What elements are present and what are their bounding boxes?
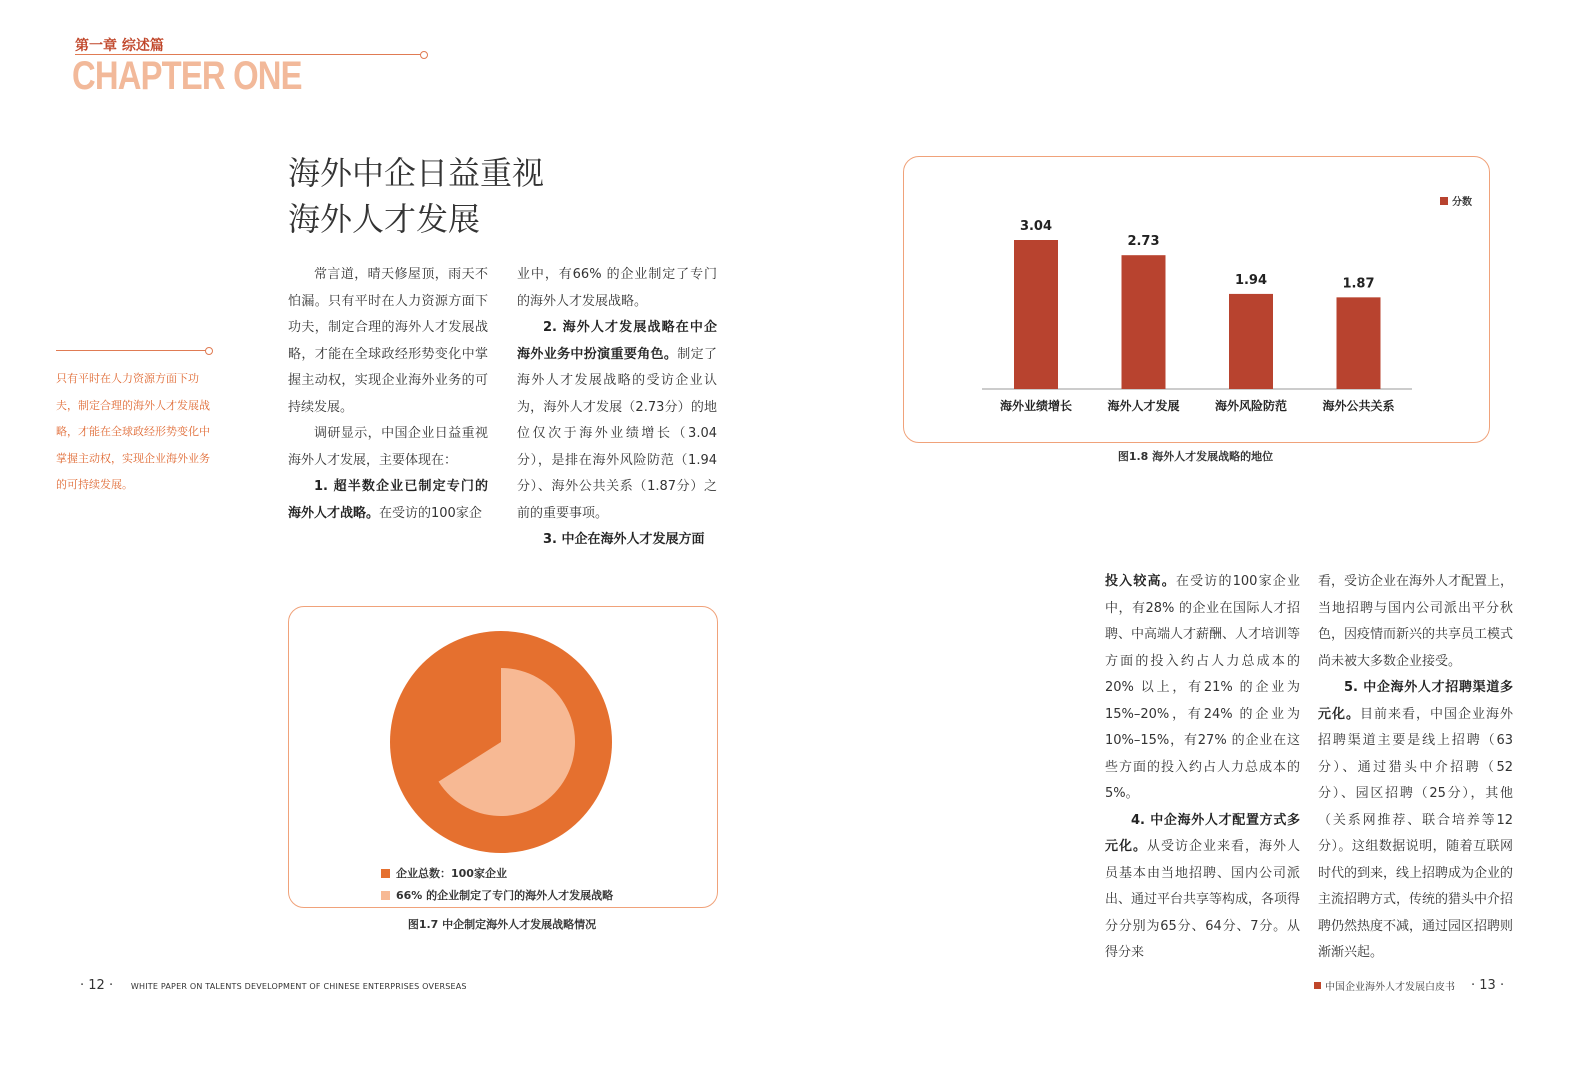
paragraph: 看，受访企业在海外人才配置上，当地招聘与国内公司派出平分秋色，因疫情而新兴的共享员工模式尚未被大多数企业接受。: [1318, 574, 1514, 669]
tick-label: 海外公共关系: [1322, 399, 1395, 413]
bar: [1229, 294, 1273, 389]
paragraph: [1105, 808, 1300, 967]
chapter-divider-dot: [420, 51, 428, 59]
quote-divider-dot: [205, 347, 213, 355]
data-label: 1.87: [1342, 276, 1375, 292]
point-text: 在受访的100家企业中，有28% 的企业在国际人才招聘、中高端人才薪酬、人才培训等方面的投入约占人力总成本的20% 以上，有21% 的企业为15%–20%，有24% 的企业为10%–15%，有27% 的企业在这些方面的投入约占人力总成本的5%。: [1105, 574, 1301, 801]
legend-item-total: [381, 865, 613, 881]
text-column-3: [1105, 569, 1300, 967]
data-label: 3.04: [1019, 219, 1053, 234]
paragraph: [1105, 569, 1300, 808]
paragraph: [517, 315, 717, 527]
page-number-left: · 12 ·: [80, 978, 114, 993]
paragraph: [1318, 675, 1513, 967]
point-heading: 5. 中企海外人才招聘渠道多元化。: [1318, 680, 1513, 722]
footer-right: [1314, 978, 1504, 993]
page-title-line2: 海外人才发展: [288, 200, 481, 238]
point-heading: 1. 超半数企业已制定专门的海外人才战略。: [288, 479, 488, 521]
paragraph: 业中，有66% 的企业制定了专门的海外人才发展战略。: [517, 267, 717, 309]
bar: [1337, 297, 1381, 389]
bar: [1122, 255, 1166, 389]
footer-title-en: WHITE PAPER ON TALENTS DEVELOPMENT OF CHINESE ENTERPRISES OVERSEAS: [130, 982, 467, 991]
page-title: [288, 150, 544, 242]
text-column-4: [1318, 569, 1513, 967]
quote-divider: [56, 350, 208, 351]
bar-chart: [904, 157, 1489, 442]
pie-chart: [289, 607, 717, 857]
paragraph: 常言道，晴天修屋顶，雨天不怕漏。只有平时在人力资源方面下功夫，制定合理的海外人才发展战略，才能在全球政经形势变化中掌握主动权，实现企业海外业务的可持续发展。: [288, 267, 488, 415]
chapter-heading: CHAPTER ONE: [72, 54, 302, 98]
paragraph: [517, 527, 717, 554]
legend-swatch: [381, 891, 390, 900]
bar-chart-frame: [903, 156, 1490, 443]
paragraph: [288, 474, 488, 527]
pie-legend: [381, 865, 613, 903]
point-text: 在受访的100家企: [379, 505, 482, 521]
point-heading: 4. 中企海外人才配置方式多元化。: [1105, 812, 1300, 854]
pull-quote: 只有平时在人力资源方面下功夫，制定合理的海外人才发展战略，才能在全球政经形势变化中掌握主动权，实现企业海外业务的可持续发展。: [56, 372, 210, 491]
point-text: 制定了海外人才发展战略的受访企业认为，海外人才发展（2.73分）的地位仅次于海外业绩增长（3.04分），是排在海外风险防范（1.94分）、海外公共关系（1.87分）之前的重要事项。: [517, 346, 717, 521]
tick-label: 海外业绩增长: [999, 399, 1073, 413]
legend-label: 企业总数：100家企业: [396, 867, 507, 880]
pie-chart-frame: [288, 606, 718, 908]
tick-label: 海外风险防范: [1214, 399, 1288, 413]
paragraph: 调研显示，中国企业日益重视海外人才发展，主要体现在：: [288, 426, 488, 468]
point-heading: 3. 中企在海外人才发展方面: [543, 532, 705, 547]
tick-label: 海外人才发展: [1107, 399, 1180, 413]
legend-swatch: [1440, 197, 1448, 205]
point-text: 从受访企业来看，海外人员基本由当地招聘、国内公司派出、通过平台共享等构成，各项得分分别为65分、64分、7分。从得分来: [1105, 839, 1301, 960]
point-heading: 投入较高。: [1105, 574, 1176, 589]
legend-label: 分数: [1452, 197, 1472, 208]
point-text: 目前来看，中国企业海外招聘渠道主要是线上招聘（63分）、通过猎头中介招聘（52分）、园区招聘（25分），其他（关系网推荐、联合培养等12分）。这组数据说明，随着互联网时代的到来，线上招聘成为企业的主流招聘方式，传统的猎头中介招聘仍然热度不减，通过园区招聘则渐渐兴起。: [1318, 706, 1514, 960]
legend-item-strategy: [381, 887, 613, 903]
data-label: 2.73: [1127, 234, 1160, 250]
footer-title-cn: 中国企业海外人才发展白皮书: [1325, 982, 1455, 993]
footer-square-icon: [1314, 982, 1321, 989]
text-column-2: [517, 262, 717, 554]
page-number-right: · 13 ·: [1471, 978, 1505, 993]
footer-left: [80, 978, 467, 993]
legend-label: 66% 的企业制定了专门的海外人才发展战略: [396, 889, 614, 902]
bar-chart-caption: 图1.8 海外人才发展战略的地位: [1117, 450, 1274, 463]
page-title-line1: 海外中企日益重视: [288, 154, 545, 192]
data-label: 1.94: [1234, 272, 1268, 288]
legend-swatch: [381, 869, 390, 878]
text-column-1: [288, 262, 488, 527]
bar: [1014, 240, 1058, 389]
chapter-label: 第一章 综述篇: [75, 38, 164, 54]
pie-chart-caption: 图1.7 中企制定海外人才发展战略情况: [407, 918, 597, 931]
point-heading: 2. 海外人才发展战略在中企海外业务中扮演重要角色。: [517, 320, 717, 362]
